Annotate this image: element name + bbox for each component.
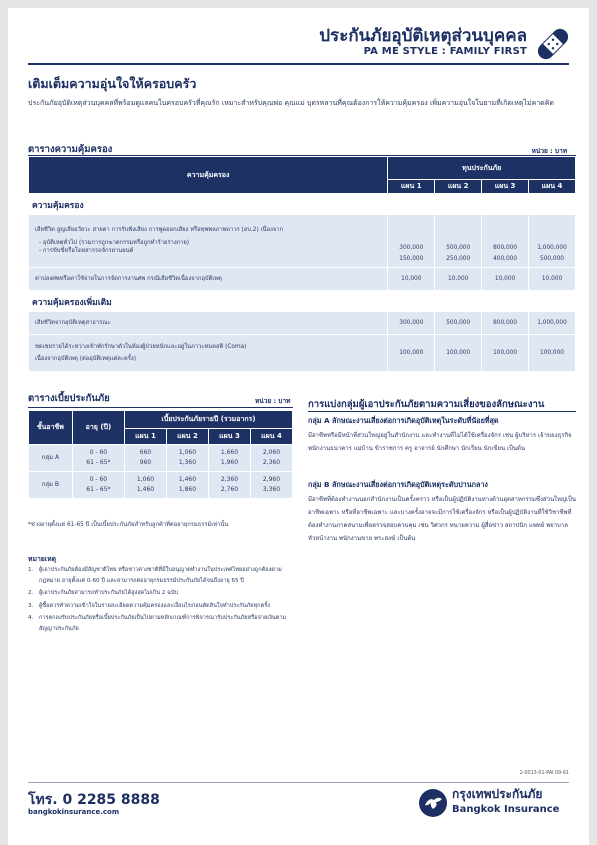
coverage-title: ตารางความคุ้มครอง: [28, 144, 113, 155]
premium-cell: 2,060 2,360: [251, 445, 292, 471]
premium-ages: 0 - 60 61 - 65*: [73, 445, 124, 471]
brand-name-english: Bangkok Insurance: [452, 804, 560, 815]
premium-group: กลุ่ม A: [29, 445, 72, 471]
plan-header: แผน 2: [435, 180, 481, 193]
plan-header: แผน 1: [388, 180, 434, 193]
coverage-cell: 800,000 400,000: [482, 215, 528, 267]
note-item: 4. การตกลงรับประกันภัยหรือเบี้ยประกันภัยเป็นไปตามหลักเกณฑ์การพิจารณารับประกันภัยหรือจ่ายเงินตามสัญญาประกันภัย: [28, 615, 287, 632]
occupation-title: การแบ่งกลุ่มผู้เอาประกันภัยตามความเสี่ยงของลักษณะงาน: [308, 399, 545, 410]
page-title: ประกันภัยอุบัติเหตุส่วนบุคคล: [319, 26, 527, 46]
plan-header: แผน 4: [251, 429, 292, 444]
brand-name-thai: กรุงเทพประกันภัย: [452, 787, 543, 801]
premium-col-class: ชั้นอาชีพ: [29, 411, 72, 444]
sum-insured-header: ทุนประกันภัย: [388, 157, 575, 179]
premium-cell: 2,360 2,760: [209, 472, 250, 498]
document-code: 2-0013-01-PAI 09-61: [519, 771, 569, 776]
intro-text: ประกันภัยอุบัติเหตุส่วนบุคคลที่พร้อมดูแลคนในครอบครัวที่คุณรัก เหมาะสำหรับคุณพ่อ คุณแม่ บุตรหลานที่คุณต้องการให้ความคุ้มครอง เพิ่มความอุ่นใจในยามที่เกิดเหตุไม่คาดคิด: [28, 99, 554, 107]
page-subtitle: PA ME STYLE : FAMILY FIRST: [363, 46, 527, 57]
website-link[interactable]: bangkokinsurance.com: [28, 808, 120, 816]
coverage-label-sub: - อุบัติเหตุทั่วไป (รวมการถูกฆาตกรรมหรือถูกทำร้ายร่างกาย): [39, 239, 190, 246]
coverage-label-main: เสียชีวิต สูญเสียอวัยวะ สายตา การรับฟังเสียง การพูดออกเสียง หรือทุพพลภาพถาวร (อบ.2) เนื่องจาก: [35, 227, 284, 234]
coverage-cell: 10,000: [388, 268, 434, 290]
note-item: 1. ผู้เอาประกันภัยต้องมีสัญชาติไทย หรือชาวต่างชาติที่มีใบอนุญาตทำงานในประเทศไทยอย่างถูกต้องตามกฎหมาย อายุตั้งแต่ 0-60 ปี และสามารถต่ออายุกรมธรรม์ประกันภัยได้จนถึงอายุ 65 ปี: [28, 567, 282, 584]
plan-header: แผน 3: [482, 180, 528, 193]
coverage-cell: 1,000,000 500,000: [529, 215, 575, 267]
coverage-cell: 100,000: [388, 335, 434, 371]
plan-header: แผน 2: [167, 429, 208, 444]
coverage-cell: 500,000: [435, 312, 481, 334]
footer-divider: [28, 782, 569, 783]
group-b-heading: กลุ่ม B ลักษณะงานเสี่ยงต่อการเกิดอุบัติเหตุระดับปานกลาง: [308, 480, 488, 489]
group-b-text: มีอาชีพที่ต้องทำงานนอกสำนักงานเป็นครั้งคราว หรือเป็นผู้ปฏิบัติงานทางด้านอุตสาหกรรมซึ่งส่วนใหญ่เป็นอาชีพเฉพาะ หรือที่อาชีพเฉพาะ และบางครั้งอาจจะมีการใช้เครื่องจักร หรือเป็นผู้ปฏิบัติงานที่ใช้วิชาชีพที่ต้องทำงานภาคสนามเพื่อตรวจสอบควบคุม เช่น วิศวกร ทนายความ ผู้สื่อข่าว สถาปนิก แพทย์ พยาบาล หัวหน้างาน พนักงานขาย พระสงฆ์ เป็นต้น: [308, 496, 577, 542]
coverage-col-header: ความคุ้มครอง: [29, 157, 387, 193]
coverage-cell: 10,000: [529, 268, 575, 290]
group-a-text: มีอาชีพหรือมีหน้าที่ส่วนใหญ่อยู่ในสำนักงาน และทำงานที่ไม่ได้ใช้เครื่องจักร เช่น ผู้บริหาร เจ้าของธุรกิจ พนักงานธนาคาร แม่บ้าน ข้าราชการ ครู อาจารย์ นักศึกษา นักเรียน นักเขียน เป็นต้น: [308, 432, 572, 452]
coverage-group-heading: ความคุ้มครองเพิ่มเติม: [29, 291, 575, 311]
premium-cell: 1,460 1,860: [167, 472, 208, 498]
coverage-cell: 300,000: [388, 312, 434, 334]
coverage-row-label: [29, 215, 387, 267]
premium-cell: 1,060 1,460: [125, 472, 166, 498]
plan-header: แผน 3: [209, 429, 250, 444]
premium-table: [28, 410, 293, 499]
premium-title: ตารางเบี้ยประกันภัย: [28, 393, 110, 404]
note-item: 3. ผู้ซื้อควรทำความเข้าใจในรายละเอียดความคุ้มครองและเงื่อนไขก่อนตัดสินใจทำประกันภัยทุกครั้ง: [28, 602, 271, 609]
coverage-label-sub: - การขับขี่หรือโดยสารรถจักรยานยนต์: [39, 248, 134, 255]
coverage-row-label: เสียชีวิตจากอุบัติเหตุสาธารณะ: [29, 312, 387, 334]
coverage-unit: หน่วย : บาท: [531, 147, 567, 155]
plan-header: แผน 4: [529, 180, 575, 193]
premium-divider: [28, 407, 293, 408]
coverage-cell: 100,000: [482, 335, 528, 371]
brochure-page: [8, 8, 589, 845]
premium-group: กลุ่ม B: [29, 472, 72, 498]
coverage-cell: 800,000: [482, 312, 528, 334]
group-a-heading: กลุ่ม A ลักษณะงานเสี่ยงต่อการเกิดอุบัติเหตุในระดับที่น้อยที่สุด: [308, 416, 499, 425]
premium-cell: 1,660 1,960: [209, 445, 250, 471]
notes-list: [28, 565, 290, 636]
header-divider: [28, 63, 569, 65]
coverage-cell: 10,000: [435, 268, 481, 290]
bandage-icon: [533, 24, 573, 64]
premium-col-annual: เบี้ยประกันภัยรายปี (รวมอากร): [125, 411, 292, 428]
premium-col-age: อายุ (ปี): [73, 411, 124, 444]
coverage-cell: 100,000: [435, 335, 481, 371]
coverage-cell: 300,000 150,000: [388, 215, 434, 267]
premium-cell: 660 960: [125, 445, 166, 471]
premium-cell: 1,060 1,360: [167, 445, 208, 471]
coverage-cell: 1,000,000: [529, 312, 575, 334]
plan-header: แผน 1: [125, 429, 166, 444]
coverage-cell: 500,000 250,000: [435, 215, 481, 267]
premium-footnote: *ช่วงอายุตั้งแต่ 61-65 ปี เป็นเบี้ยประกันภัยสำหรับลูกค้าที่ต่ออายุกรมธรรม์เท่านั้น: [28, 522, 229, 528]
intro-heading: เติมเต็มความอุ่นใจให้ครอบครัว: [28, 76, 197, 91]
coverage-row-label: ชดเชยรายได้ระหว่างเข้าพักรักษาตัวในห้องผู้ป่วยหนักและอยู่ในภาวะหมดสติ (Coma) เนื่องจากอุบัติเหตุ (ต่ออุบัติเหตุแต่ละครั้ง): [29, 335, 387, 371]
coverage-row-label: ค่าปลงศพหรือค่าใช้จ่ายในการจัดการงานศพ กรณีเสียชีวิตเนื่องจากอุบัติเหตุ: [29, 268, 387, 290]
note-item: 2. ผู้เอาประกันภัยสามารถทำประกันภัยได้สูงสุดไม่เกิน 2 ฉบับ: [28, 590, 179, 596]
premium-cell: 2,960 3,360: [251, 472, 292, 498]
coverage-table: [28, 156, 576, 372]
occupation-divider: [308, 411, 576, 412]
premium-ages: 0 - 60 61 - 65*: [73, 472, 124, 498]
coverage-cell: 100,000: [529, 335, 575, 371]
notes-heading: หมายเหตุ: [28, 555, 56, 563]
coverage-cell: 10,000: [482, 268, 528, 290]
bangkok-insurance-logo-icon: [418, 788, 448, 818]
coverage-group-heading: ความคุ้มครอง: [29, 194, 575, 214]
phone-number[interactable]: โทร. 0 2285 8888: [28, 792, 160, 808]
premium-unit: หน่วย : บาท: [255, 397, 291, 405]
